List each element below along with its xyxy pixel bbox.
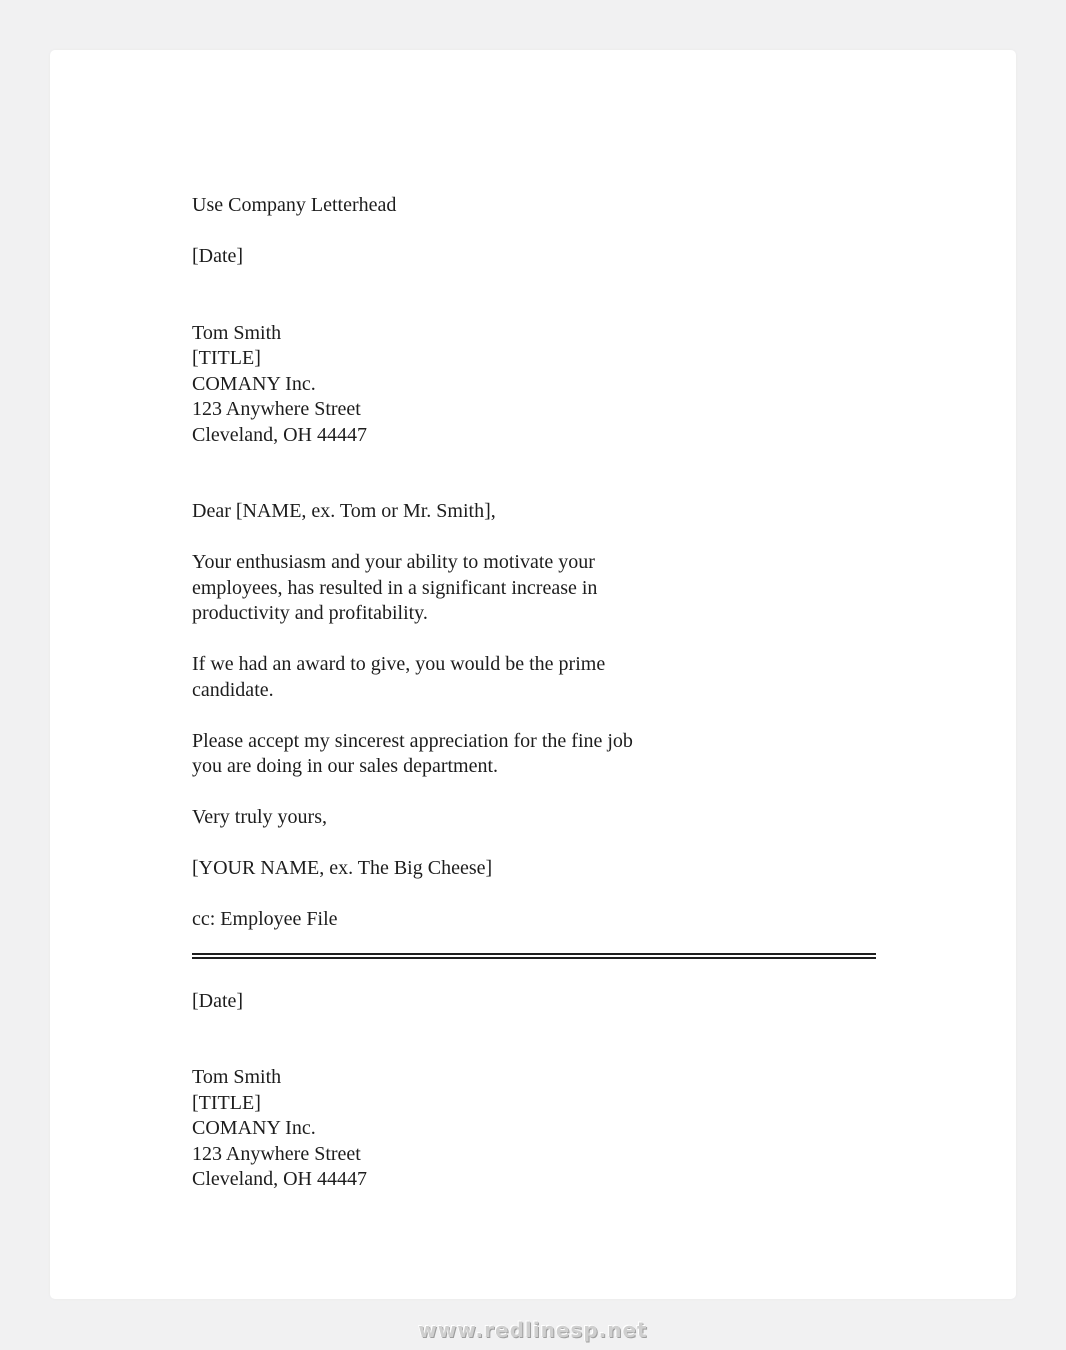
- recipient-line: Tom Smith: [192, 321, 282, 344]
- recipient-block: [192, 321, 876, 449]
- recipient-line: 123 Anywhere Street: [192, 1142, 361, 1165]
- recipient-line: 123 Anywhere Street: [192, 398, 361, 420]
- body-paragraph: [192, 652, 876, 703]
- recipient-line: Cleveland, OH 44447: [192, 423, 367, 446]
- recipient-line: [TITLE]: [192, 1091, 261, 1114]
- cc-line: cc: Employee File: [192, 908, 338, 930]
- paragraph-line: Please accept my sincerest appreciation for the fine job: [192, 729, 633, 752]
- paragraph-line: you are doing in our sales department.: [192, 755, 499, 777]
- body-paragraph: [192, 550, 876, 627]
- body-paragraph: [192, 729, 876, 780]
- signature-placeholder: [YOUR NAME, ex. The Big Cheese]: [192, 857, 493, 879]
- recipient-line: COMANY Inc.: [192, 372, 316, 395]
- paragraph-line: productivity and profitability.: [192, 602, 428, 624]
- date-placeholder: [Date]: [192, 989, 244, 1012]
- paragraph-line: candidate.: [192, 678, 274, 701]
- paragraph-line: employees, has resulted in a significant increase in: [192, 576, 598, 599]
- paragraph-line: If we had an award to give, you would be the prime: [192, 653, 606, 675]
- date-placeholder: [Date]: [192, 245, 244, 267]
- site-watermark: www.redlinesp.net: [418, 1318, 648, 1342]
- recipient-line: COMANY Inc.: [192, 1117, 316, 1139]
- document-page: [50, 50, 1016, 1299]
- letter-content: [192, 193, 876, 1193]
- recipient-block: [192, 1065, 876, 1193]
- section-divider: [192, 953, 876, 959]
- recipient-line: Tom Smith: [192, 1066, 282, 1088]
- letterhead-note: Use Company Letterhead: [192, 194, 397, 216]
- recipient-line: Cleveland, OH 44447: [192, 1168, 367, 1190]
- paragraph-line: Your enthusiasm and your ability to motivate your: [192, 551, 595, 573]
- closing: Very truly yours,: [192, 806, 327, 828]
- salutation: Dear [NAME, ex. Tom or Mr. Smith],: [192, 500, 496, 522]
- recipient-line: [TITLE]: [192, 347, 261, 369]
